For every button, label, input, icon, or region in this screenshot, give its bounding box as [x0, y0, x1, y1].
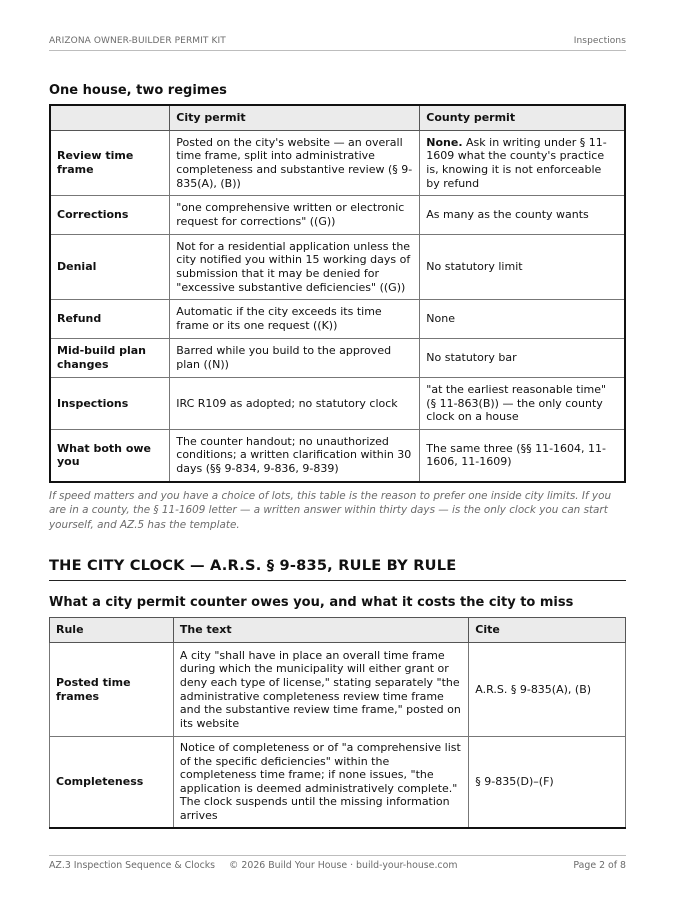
rule-name: Completeness [50, 737, 174, 828]
city-cell: Posted on the city's website — an overall time frame, split into administrative completeness and substantive review (§ 9-835(A), (B)) [170, 131, 420, 196]
rules-table-heading: What a city permit counter owes you, and what it costs the city to miss [49, 595, 574, 610]
city-cell: Not for a residential application unless the city notified you within 15 working days of submission that it may be denied for "excessive substantive deficiencies" ((G)) [170, 235, 420, 300]
city-cell: IRC R109 as adopted; no statutory clock [170, 378, 420, 430]
table-header-row [50, 105, 625, 131]
column-header: Cite [469, 618, 626, 643]
row-label: Refund [50, 300, 170, 339]
column-header: City permit [170, 105, 420, 131]
county-cell: None [420, 300, 625, 339]
document-name: AZ.3 Inspection Sequence & Clocks [49, 860, 216, 871]
county-cell: No statutory limit [420, 235, 625, 300]
table-row [50, 643, 626, 737]
county-cell: "at the earliest reasonable time" (§ 11-863(B)) — the only county clock on a house [420, 378, 625, 430]
row-label: Denial [50, 235, 170, 300]
table-row [50, 300, 625, 339]
rule-cite: § 9-835(D)–(F) [469, 737, 626, 828]
row-label: What both owe you [50, 430, 170, 482]
table-row [50, 131, 625, 196]
emphasis: None. [426, 135, 463, 149]
section-heading: THE CITY CLOCK — A.R.S. § 9-835, RULE BY RULE [49, 557, 626, 581]
page-footer [49, 855, 626, 871]
table-row [50, 430, 625, 482]
row-label: Mid-build plan changes [50, 339, 170, 378]
county-text: Ask in writing under § 11-1609 what the county's practice is, knowing it is not enforceable by refund [426, 135, 607, 190]
county-cell: As many as the county wants [420, 196, 625, 235]
city-cell: "one comprehensive written or electronic request for corrections" ((G)) [170, 196, 420, 235]
county-cell: No statutory bar [420, 339, 625, 378]
kit-title: ARIZONA OWNER-BUILDER PERMIT KIT [49, 36, 226, 46]
row-label: Inspections [50, 378, 170, 430]
comparison-heading: One house, two regimes [49, 83, 227, 98]
table-caption: If speed matters and you have a choice of lots, this table is the reason to prefer one inside city limits. If you are in a county, the § 11-1609 letter — a written answer within thirty days — is the only clock you can start yourself, and AZ.5 has the template. [49, 490, 612, 531]
page-number: Page 2 of 8 [573, 860, 626, 871]
table-row [50, 737, 626, 828]
row-label: Review time frame [50, 131, 170, 196]
row-label: Corrections [50, 196, 170, 235]
rules-table [49, 617, 626, 829]
table-row [50, 378, 625, 430]
city-cell: Barred while you build to the approved plan ((N)) [170, 339, 420, 378]
section-label: Inspections [573, 36, 626, 46]
column-header: Rule [50, 618, 174, 643]
rule-text: A city "shall have in place an overall time frame during which the municipality will either grant or deny each type of license," stating separately "the administrative completeness review time frame and the substantive review time frame," posted on its website [173, 643, 468, 737]
footer-left [49, 860, 457, 871]
table-row [50, 196, 625, 235]
comparison-table [49, 104, 626, 483]
rule-name: Posted time frames [50, 643, 174, 737]
column-header [50, 105, 170, 131]
county-cell [420, 131, 625, 196]
column-header: County permit [420, 105, 625, 131]
copyright: © 2026 Build Your House · build-your-house.com [229, 860, 458, 871]
rule-text: Notice of completeness or of "a comprehensive list of the specific deficiencies" within the completeness time frame; if none issues, "the application is deemed administratively complete." The clock suspends until the missing information arrives [173, 737, 468, 828]
city-cell: Automatic if the city exceeds its time frame or its one request ((K)) [170, 300, 420, 339]
county-cell: The same three (§§ 11-1604, 11-1606, 11-1609) [420, 430, 625, 482]
table-row [50, 235, 625, 300]
table-header-row [50, 618, 626, 643]
running-header [49, 36, 626, 51]
city-cell: The counter handout; no unauthorized conditions; a written clarification within 30 days (§§ 9-834, 9-836, 9-839) [170, 430, 420, 482]
column-header: The text [173, 618, 468, 643]
table-row [50, 339, 625, 378]
rule-cite: A.R.S. § 9-835(A), (B) [469, 643, 626, 737]
